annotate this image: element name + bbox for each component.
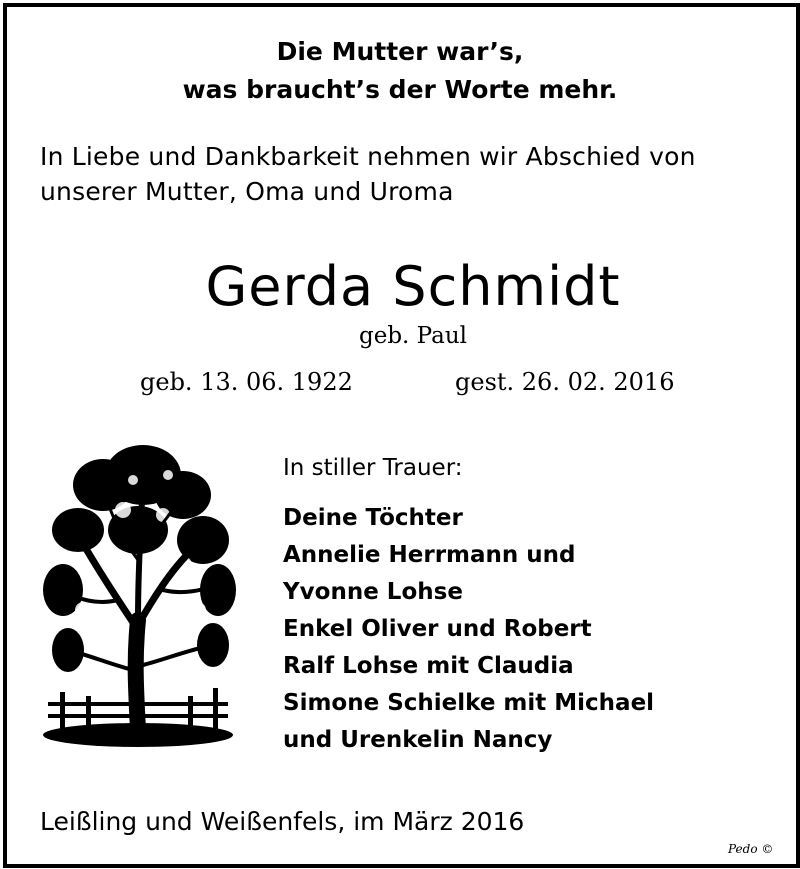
mourner-line: und Urenkelin Nancy xyxy=(283,727,553,753)
mourner-line: Ralf Lohse mit Claudia xyxy=(283,653,574,679)
mourner-line: Deine Töchter xyxy=(283,505,463,531)
mourner-line: Enkel Oliver und Robert xyxy=(283,616,592,642)
mourner-line: Simone Schielke mit Michael xyxy=(283,690,655,716)
deceased-name: Gerda Schmidt xyxy=(205,255,621,318)
place-and-date: Leißling und Weißenfels, im März 2016 xyxy=(40,807,525,836)
imprint-mark: Pedo © xyxy=(728,842,774,856)
mourners-list xyxy=(283,500,654,759)
maiden-name: geb. Paul xyxy=(358,323,467,349)
mourner-line: Annelie Herrmann und xyxy=(283,542,576,568)
motto-line-2: was braucht’s der Worte mehr. xyxy=(182,75,618,104)
birth-date: geb. 13. 06. 1922 xyxy=(140,368,353,396)
motto-line-1: Die Mutter war’s, xyxy=(276,37,524,66)
tree-with-fence-icon xyxy=(38,440,238,750)
intro-line-1: In Liebe und Dankbarkeit nehmen wir Abschied von xyxy=(40,142,696,171)
mourning-heading: In stiller Trauer: xyxy=(283,455,463,481)
mourner-line: Yvonne Lohse xyxy=(283,579,463,605)
intro-line-2: unserer Mutter, Oma und Uroma xyxy=(40,177,454,206)
death-date: gest. 26. 02. 2016 xyxy=(455,368,675,396)
